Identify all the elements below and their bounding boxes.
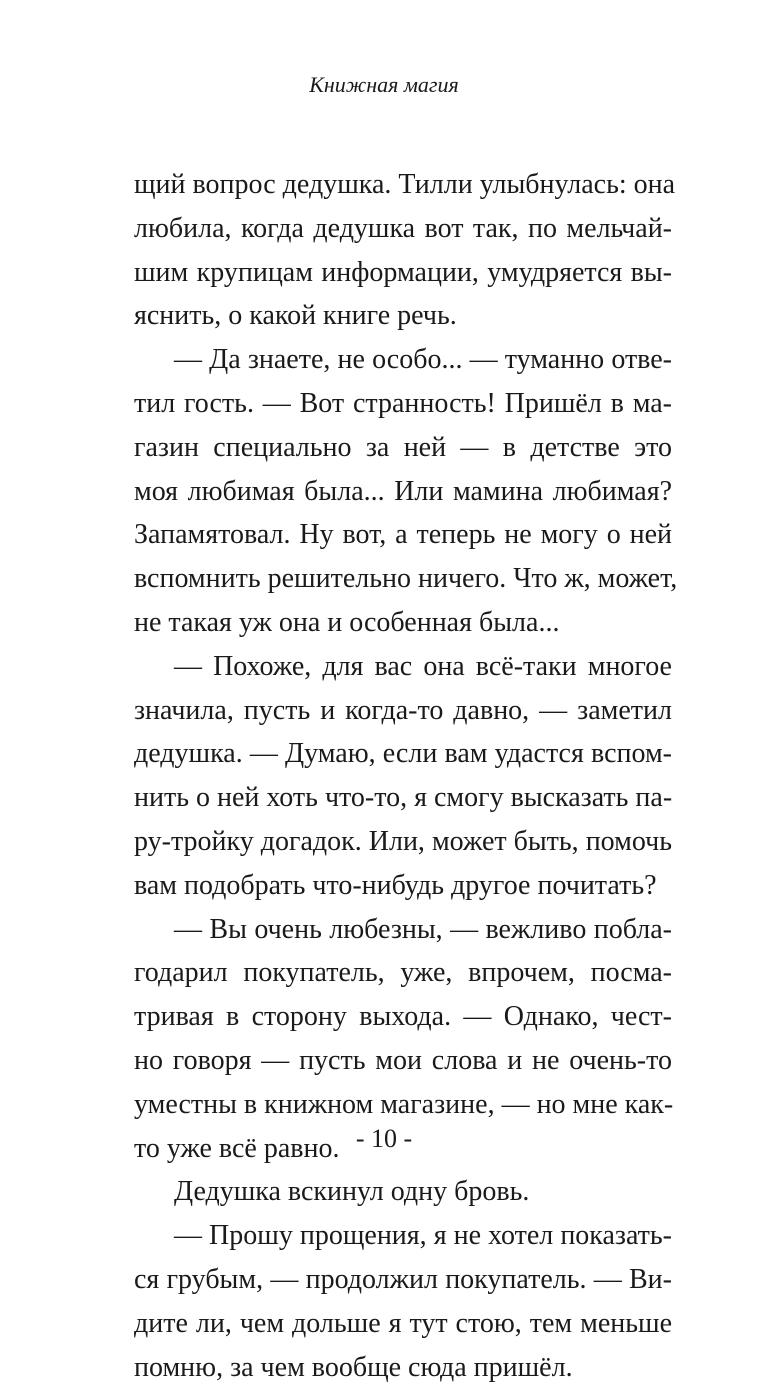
running-head: Книжная магия [309, 72, 459, 97]
text-line: тривая в сторону выхода. — Однако, чест- [134, 1001, 672, 1033]
text-line: уместны в книжном магазине, — но мне как- [134, 1088, 674, 1120]
text-line: — Похоже, для вас она всё-таки многое [174, 650, 672, 682]
text-line: не такая уж она и особенная была... [134, 606, 560, 638]
text-line: щий вопрос дедушка. Тилли улыбнулась: она [134, 169, 676, 200]
text-line: — Вы очень любезны, — вежливо побла- [174, 913, 672, 945]
text-line: тил гость. — Вот странность! Пришёл в ма- [134, 387, 672, 419]
text-line: — Да знаете, не особо... — туманно отве- [174, 344, 672, 376]
text-line: — Прошу прощения, я не хотел показать- [174, 1220, 672, 1252]
text-line: но говоря — пусть мои слова и не очень-то [134, 1044, 672, 1076]
text-line: то уже всё равно. [134, 1132, 340, 1164]
text-line: Дедушка вскинул одну бровь. [174, 1176, 530, 1208]
text-line: ру-тройку догадок. Или, может быть, помочь [134, 825, 672, 857]
text-line: яснить, о какой книге речь. [134, 300, 457, 332]
text-line: шим крупицам информации, умудряется вы- [134, 256, 672, 288]
text-line: годарил покупатель, уже, впрочем, посма- [134, 957, 672, 989]
text-line: моя любимая была... Или мамина любимая? [134, 475, 672, 507]
text-line: дедушка. — Думаю, если вам удастся вспом- [134, 738, 672, 770]
text-line: любила, когда дедушка вот так, по мельчай- [134, 212, 672, 244]
body-text [134, 163, 678, 1389]
text-line: вам подобрать что-нибудь другое почитать? [134, 869, 657, 901]
text-line: вспомнить решительно ничего. Что ж, может, [134, 563, 678, 595]
text-line: значила, пусть и когда-то давно, — заметил [134, 694, 672, 726]
text-line: дите ли, чем дольше я тут стою, тем меньше [134, 1307, 672, 1339]
page-number: - 10 - [355, 1124, 413, 1153]
text-line: Запамятовал. Ну вот, а теперь не могу о ней [134, 519, 672, 551]
text-line: нить о ней хоть что-то, я смогу высказать па- [134, 782, 673, 814]
text-line: газин специально за ней — в детстве это [134, 431, 672, 463]
text-line: ся грубым, — продолжил покупатель. — Ви- [134, 1263, 672, 1295]
text-line: помню, за чем вообще сюда пришёл. [134, 1351, 573, 1383]
